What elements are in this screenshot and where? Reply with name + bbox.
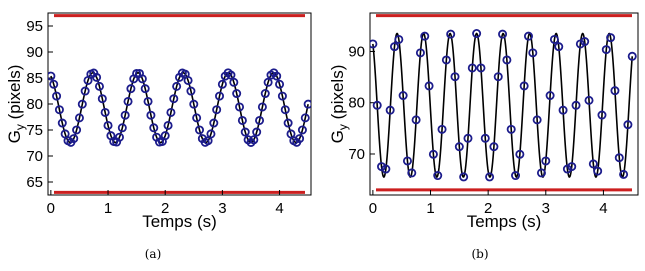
x-tick-label: 1 — [426, 200, 435, 217]
panel-caption: (b) — [471, 247, 489, 261]
y-tick-label: 70 — [26, 148, 43, 165]
x-tick-label: 2 — [483, 200, 493, 217]
y-tick-label: 80 — [26, 96, 43, 113]
plot-frame — [48, 13, 311, 195]
x-axis-title: Temps (s) — [142, 212, 217, 231]
y-axis-title: $G_y$ (pixels) — [328, 64, 350, 144]
x-tick-label: 0 — [368, 200, 378, 217]
x-tick-label: 3 — [218, 200, 227, 217]
x-tick-label: 4 — [599, 200, 608, 217]
x-tick-label: 0 — [46, 200, 56, 217]
y-tick-label: 70 — [348, 145, 365, 163]
y-tick-label: 80 — [348, 94, 365, 112]
x-tick-label: 3 — [541, 200, 550, 217]
x-tick-label: 4 — [275, 200, 284, 217]
y-tick-label: 75 — [26, 122, 43, 139]
y-axis-title: $G_y$ (pixels) — [5, 64, 27, 144]
y-tick-label: 65 — [26, 174, 43, 191]
y-tick-label: 95 — [26, 18, 43, 35]
x-axis-title: Temps (s) — [466, 212, 542, 231]
panel-b — [328, 13, 638, 261]
x-tick-label: 1 — [103, 200, 113, 217]
x-tick-label: 2 — [161, 200, 170, 217]
y-tick-label: 90 — [348, 43, 365, 61]
panel-caption: (a) — [144, 247, 162, 261]
series-line-0 — [373, 34, 632, 178]
panel-a — [5, 13, 312, 261]
y-tick-label: 85 — [26, 70, 43, 87]
y-tick-label: 90 — [26, 44, 43, 61]
